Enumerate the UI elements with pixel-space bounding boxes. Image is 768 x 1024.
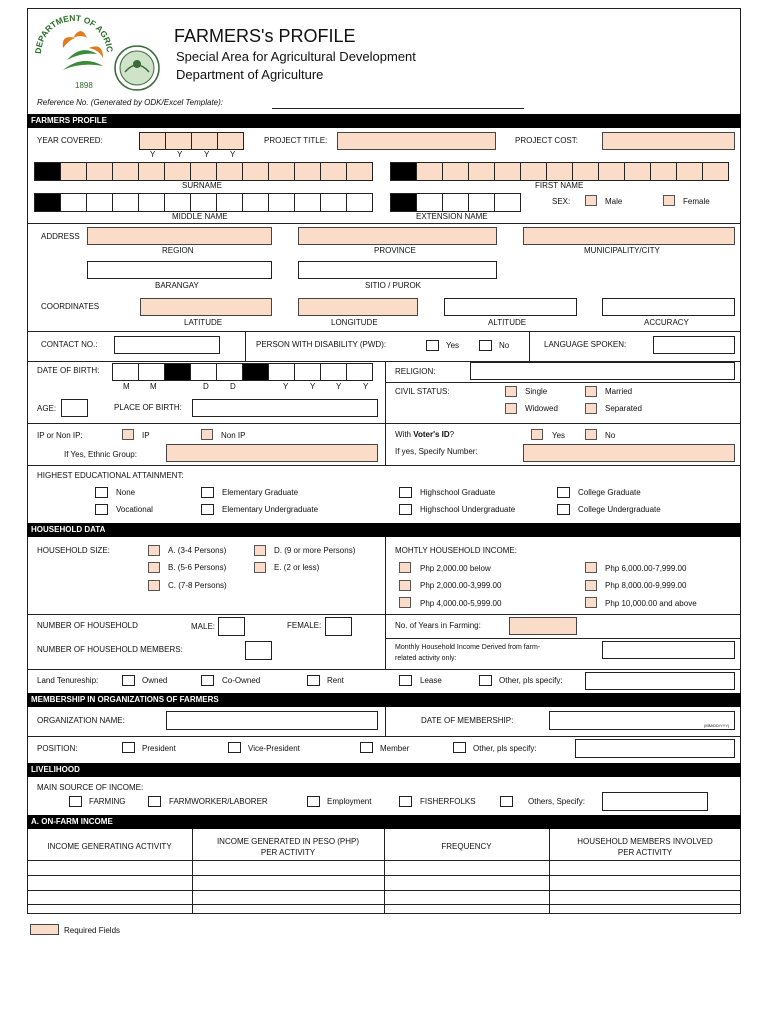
civil-status-label: CIVIL STATUS: [395, 387, 450, 396]
divider [385, 638, 741, 639]
seal-year: 1898 [75, 81, 93, 90]
male-count-input[interactable] [218, 617, 245, 636]
project-cost-label: PROJECT COST: [515, 136, 578, 145]
date-format-hint: (MM/DD/YYY) [704, 723, 730, 728]
region-label: REGION [162, 246, 194, 255]
middle-name-input[interactable] [35, 193, 373, 212]
extension-name-label: EXTENSION NAME [416, 212, 488, 221]
voters-no-checkbox[interactable] [585, 429, 597, 440]
tenure-other-input[interactable] [585, 672, 735, 690]
monthly-farm-income-label: Monthly Household Income Derived from farm- [395, 644, 541, 651]
edu-elem-under-label: Elementary Undergraduate [222, 505, 319, 514]
first-name-input[interactable] [391, 162, 729, 181]
edu-vocational-label: Vocational [116, 505, 153, 514]
income-6-label: Php 10,000.00 and above [605, 599, 697, 608]
age-label: AGE: [37, 404, 57, 413]
pwd-label: PERSON WITH DISABILITY (PWD): [256, 340, 387, 349]
voters-no-label: No [605, 431, 616, 440]
tenure-lease-label: Lease [420, 676, 442, 685]
table-header-members: HOUSEHOLD MEMBERS INVOLVED [577, 837, 713, 846]
hh-size-b-checkbox[interactable] [148, 562, 160, 573]
section-membership: MEMBERSHIP IN ORGANIZATIONS OF FARMERS [27, 693, 741, 707]
page-subtitle: Special Area for Agricultural Development [176, 49, 416, 64]
pwd-no-label: No [499, 341, 510, 350]
religion-input[interactable] [470, 362, 735, 380]
altitude-input[interactable] [444, 298, 577, 316]
required-fields-swatch [30, 924, 59, 935]
tenure-coowned-label: Co-Owned [222, 676, 261, 685]
civil-separated-checkbox[interactable] [585, 403, 597, 414]
dob-letter: D [203, 382, 209, 391]
number-household-label: NUMBER OF HOUSEHOLD [37, 621, 138, 630]
date-membership-label: DATE OF MEMBERSHIP: [421, 716, 514, 725]
years-farming-input[interactable] [509, 617, 577, 635]
tenure-owned-checkbox[interactable] [122, 675, 135, 686]
table-header-income-2: PER ACTIVITY [260, 848, 316, 857]
divider [529, 331, 530, 361]
income-farming-checkbox[interactable] [69, 796, 82, 807]
income-5-checkbox[interactable] [585, 580, 597, 591]
edu-hs-under-checkbox[interactable] [399, 504, 412, 515]
dob-letter: Y [336, 382, 342, 391]
latitude-label: LATITUDE [184, 318, 223, 327]
ip-option-label: IP [142, 431, 150, 440]
divider [245, 331, 246, 361]
reference-label: Reference No. (Generated by ODK/Excel Template): [37, 98, 224, 107]
hh-size-c-checkbox[interactable] [148, 580, 160, 591]
household-members-label: NUMBER OF HOUSEHOLD MEMBERS: [37, 645, 183, 654]
edu-none-label: None [116, 488, 136, 497]
specify-number-label: If yes, Specify Number: [395, 447, 478, 456]
civil-separated-label: Separated [605, 404, 642, 413]
hh-size-a-checkbox[interactable] [148, 545, 160, 556]
income-employment-label: Employment [327, 797, 372, 806]
household-size-label: HOUSEHOLD SIZE: [37, 546, 110, 555]
voters-yes-label: Yes [552, 431, 566, 440]
dob-letter: Y [310, 382, 316, 391]
section-livelihood: LIVELIHOOD [27, 763, 741, 777]
accuracy-label: ACCURACY [644, 318, 689, 327]
divider [27, 614, 741, 615]
divider [27, 223, 741, 224]
income-farmworker-checkbox[interactable] [148, 796, 161, 807]
divider [385, 707, 386, 736]
edu-college-grad-checkbox[interactable] [557, 487, 570, 498]
civil-single-checkbox[interactable] [505, 386, 517, 397]
surname-input[interactable] [35, 162, 373, 181]
education-label: HIGHEST EDUCATIONAL ATTAINMENT: [37, 471, 184, 480]
income-table [27, 829, 741, 914]
divider [385, 382, 741, 383]
seal-ring-text: DEPARTMENT OF AGRIC [33, 12, 116, 55]
age-input[interactable] [61, 399, 88, 417]
province-input[interactable] [298, 227, 497, 245]
tenure-other-checkbox[interactable] [479, 675, 492, 686]
table-row[interactable] [27, 891, 741, 904]
table-row[interactable] [27, 905, 741, 914]
place-of-birth-input[interactable] [192, 399, 378, 417]
seal-logo [33, 10, 163, 92]
position-vice-label: Vice-President [248, 744, 300, 753]
dob-label: DATE OF BIRTH: [37, 366, 100, 375]
edu-vocational-checkbox[interactable] [95, 504, 108, 515]
sex-label: SEX: [552, 197, 571, 206]
non-ip-option-label: Non IP [221, 431, 246, 440]
hh-size-d-label: D. (9 or more Persons) [274, 546, 356, 555]
income-fisherfolks-label: FISHERFOLKS [420, 797, 476, 806]
surname-label: SURNAME [182, 181, 223, 190]
dob-letter: M [150, 382, 157, 391]
barangay-input[interactable] [87, 261, 272, 279]
civil-widowed-checkbox[interactable] [505, 403, 517, 414]
tenure-lease-checkbox[interactable] [399, 675, 412, 686]
year-covered-input[interactable] [140, 132, 244, 150]
position-label: POSITION: [37, 744, 78, 753]
edu-hs-grad-label: Highschool Graduate [420, 488, 496, 497]
voters-number-input[interactable] [523, 444, 735, 462]
voters-id-bold: Voter's ID [413, 430, 450, 439]
address-label: ADDRESS [41, 232, 80, 241]
first-name-label: FIRST NAME [535, 181, 584, 190]
pwd-yes-checkbox[interactable] [426, 340, 439, 351]
table-row[interactable] [27, 861, 741, 875]
year-letter: Y [177, 150, 183, 159]
income-others-input[interactable] [602, 792, 708, 811]
province-label: PROVINCE [374, 246, 416, 255]
place-of-birth-label: PLACE OF BIRTH: [114, 403, 182, 412]
income-farming-label: FARMING [89, 797, 126, 806]
ip-checkbox[interactable] [122, 429, 134, 440]
section-household-data: HOUSEHOLD DATA [27, 523, 741, 537]
sex-male-checkbox[interactable] [585, 195, 597, 206]
tenure-rent-label: Rent [327, 676, 344, 685]
section-farmers-profile: FARMERS PROFILE [27, 114, 741, 128]
project-cost-input[interactable] [602, 132, 735, 150]
divider [27, 669, 741, 670]
sex-female-checkbox[interactable] [663, 195, 675, 206]
position-other-input[interactable] [575, 739, 735, 758]
income-employment-checkbox[interactable] [307, 796, 320, 807]
civil-married-label: Married [605, 387, 633, 396]
org-name-label: ORGANIZATION NAME: [37, 716, 125, 725]
income-1-label: Php 2,000.00 below [420, 564, 491, 573]
sex-female-label: Female [683, 197, 710, 206]
project-title-label: PROJECT TITLE: [264, 136, 328, 145]
tenure-other-label: Other, pls specify: [499, 676, 563, 685]
tenure-coowned-checkbox[interactable] [201, 675, 214, 686]
dob-input[interactable] [113, 363, 373, 381]
year-letter: Y [150, 150, 156, 159]
pwd-no-checkbox[interactable] [479, 340, 492, 351]
edu-hs-grad-checkbox[interactable] [399, 487, 412, 498]
position-president-checkbox[interactable] [122, 742, 135, 753]
table-header-activity: INCOME GENERATING ACTIVITY [47, 842, 172, 851]
religion-label: RELIGION: [395, 367, 436, 376]
divider [27, 423, 741, 424]
female-count-label: FEMALE: [287, 621, 322, 630]
municipality-label: MUNICIPALITY/CITY [584, 246, 660, 255]
contact-no-input[interactable] [114, 336, 220, 354]
income-6-checkbox[interactable] [585, 597, 597, 608]
section-on-farm-income: A. ON-FARM INCOME [27, 815, 741, 829]
civil-widowed-label: Widowed [525, 404, 558, 413]
ip-label: IP or Non IP: [37, 431, 83, 440]
income-3-label: Php 4,000.00-5,999.00 [420, 599, 502, 608]
years-farming-label: No. of Years in Farming: [395, 621, 481, 630]
divider [385, 537, 386, 614]
edu-elem-grad-checkbox[interactable] [201, 487, 214, 498]
dob-letter: Y [283, 382, 289, 391]
region-input[interactable] [87, 227, 272, 245]
coordinates-label: COORDINATES [41, 302, 100, 311]
income-farmworker-label: FARMWORKER/LABORER [169, 797, 268, 806]
tenure-rent-checkbox[interactable] [307, 675, 320, 686]
main-income-label: MAIN SOURCE OF INCOME: [37, 783, 144, 792]
required-fields-label: Required Fields [64, 926, 121, 935]
divider [385, 614, 386, 669]
divider [385, 361, 386, 423]
barangay-label: BARANGAY [155, 281, 199, 290]
divider [27, 736, 741, 737]
latitude-input[interactable] [140, 298, 272, 316]
hh-size-d-checkbox[interactable] [254, 545, 266, 556]
hh-size-c-label: C. (7-8 Persons) [168, 581, 227, 590]
divider [27, 331, 741, 332]
female-count-input[interactable] [325, 617, 352, 636]
ethnic-group-label: If Yes, Ethnic Group: [64, 450, 137, 459]
edu-college-grad-label: College Graduate [578, 488, 641, 497]
monthly-farm-income-label-2: related activity only: [395, 655, 457, 662]
civil-married-checkbox[interactable] [585, 386, 597, 397]
hh-size-e-checkbox[interactable] [254, 562, 266, 573]
voters-id-label [395, 431, 454, 439]
income-1-checkbox[interactable] [399, 562, 411, 573]
project-title-input[interactable] [337, 132, 496, 150]
position-other-checkbox[interactable] [453, 742, 466, 753]
table-header-frequency: FREQUENCY [441, 842, 492, 851]
position-vice-checkbox[interactable] [228, 742, 241, 753]
income-3-checkbox[interactable] [399, 597, 411, 608]
income-fisherfolks-checkbox[interactable] [399, 796, 412, 807]
civil-single-label: Single [525, 387, 548, 396]
voters-id-prefix: With [395, 430, 414, 439]
position-member-label: Member [380, 744, 410, 753]
edu-hs-under-label: Highschool Undergraduate [420, 505, 516, 514]
income-others-label: Others, Specify: [528, 797, 585, 806]
income-4-label: Php 6,000.00-7,999.00 [605, 564, 687, 573]
household-income-label: MOHTLY HOUSEHOLD INCOME: [395, 546, 517, 555]
sitio-label: SITIO / PUROK [365, 281, 422, 290]
position-president-label: President [142, 744, 176, 753]
land-tenureship-label: Land Tenureship: [37, 676, 99, 685]
ethnic-group-input[interactable] [166, 444, 378, 462]
hh-size-a-label: A. (3-4 Persons) [168, 546, 227, 555]
dob-letter: M [123, 382, 130, 391]
extension-name-input[interactable] [391, 193, 521, 212]
edu-college-under-label: College Undergraduate [578, 505, 661, 514]
voters-id-suffix: ? [449, 430, 455, 439]
edu-elem-under-checkbox[interactable] [201, 504, 214, 515]
voters-yes-checkbox[interactable] [531, 429, 543, 440]
income-others-checkbox[interactable] [500, 796, 513, 807]
hh-size-b-label: B. (5-6 Persons) [168, 563, 227, 572]
sitio-input[interactable] [298, 261, 497, 279]
divider [385, 423, 386, 465]
male-count-label: MALE: [191, 622, 216, 631]
income-2-label: Php 2,000.00-3,999.00 [420, 581, 502, 590]
municipality-input[interactable] [523, 227, 735, 245]
edu-college-under-checkbox[interactable] [557, 504, 570, 515]
position-other-label: Other, pls specify: [473, 744, 537, 753]
accuracy-input[interactable] [602, 298, 735, 316]
edu-elem-grad-label: Elementary Graduate [222, 488, 299, 497]
altitude-label: ALTITUDE [488, 318, 527, 327]
longitude-label: LONGITUDE [331, 318, 378, 327]
divider [27, 465, 741, 466]
monthly-farm-income-input[interactable] [602, 641, 735, 659]
year-covered-label: YEAR COVERED: [37, 136, 103, 145]
non-ip-checkbox[interactable] [201, 429, 213, 440]
department-name: Department of Agriculture [176, 67, 324, 82]
dob-letter: Y [363, 382, 369, 391]
hh-size-e-label: E. (2 or less) [274, 563, 320, 572]
income-2-checkbox[interactable] [399, 580, 411, 591]
table-header-income: INCOME GENERATED IN PESO (PHP) [216, 837, 360, 846]
language-label: LANGUAGE SPOKEN: [544, 340, 627, 349]
household-members-input[interactable] [245, 641, 272, 660]
language-input[interactable] [653, 336, 735, 354]
contact-no-label: CONTACT NO.: [41, 340, 98, 349]
year-letter: Y [230, 150, 236, 159]
reference-line[interactable] [272, 108, 524, 109]
income-4-checkbox[interactable] [585, 562, 597, 573]
table-header-members-2: PER ACTIVITY [617, 848, 673, 857]
dob-letter: D [230, 382, 236, 391]
position-member-checkbox[interactable] [360, 742, 373, 753]
edu-none-checkbox[interactable] [95, 487, 108, 498]
table-row[interactable] [27, 876, 741, 890]
pwd-yes-label: Yes [446, 341, 460, 350]
page-title: FARMERS's PROFILE [174, 26, 356, 46]
year-letter: Y [204, 150, 210, 159]
middle-name-label: MIDDLE NAME [172, 212, 228, 221]
tenure-owned-label: Owned [142, 676, 168, 685]
org-name-input[interactable] [166, 711, 378, 730]
longitude-input[interactable] [298, 298, 418, 316]
sex-male-label: Male [605, 197, 623, 206]
income-5-label: Php 8,000.00-9,999.00 [605, 581, 687, 590]
